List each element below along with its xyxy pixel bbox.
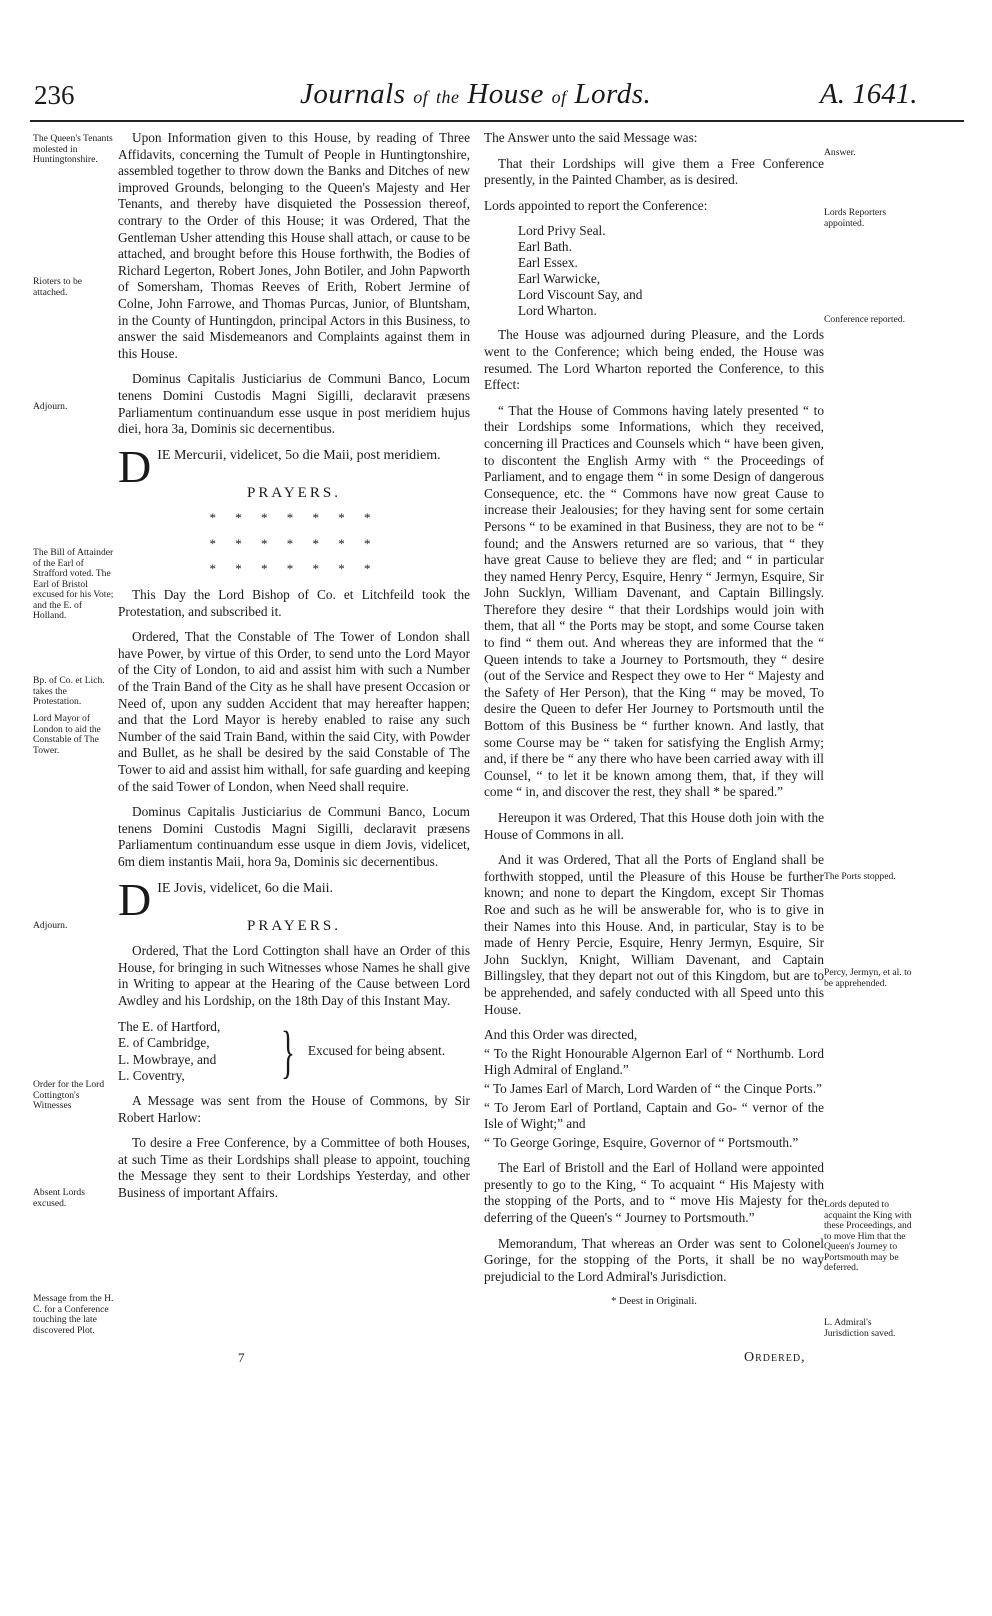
absent-lord: E. of Cambridge, — [118, 1035, 210, 1051]
title-journals: Journals — [300, 78, 406, 110]
lords-reporters-list — [518, 223, 824, 319]
running-title — [300, 78, 651, 111]
margin-note-cottington-witnesses: Order for the Lord Cottington's Witnesses — [33, 1079, 105, 1111]
day-heading-mercurii-text: IE Mercurii, videlicet, 5o die Maii, post meridiem. — [157, 447, 441, 463]
catchword-text: Ordered, — [744, 1350, 806, 1365]
paragraph-tower-order: Ordered, That the Constable of The Tower of London shall have Power, by virtue of this Order, to send unto the Lord Mayor of the City of London, to aid and assist him with such a Number of the Train Band of the City as he shall have present Occasion or Need of, upon any sudden Accident that may hereafter happen; and that the Lord Mayor is hereby enabled to raise any such Number of the said Train Band, within the said City, with Powder and Bullet, as he shall be desired by the said Constable of The Tower to aid and assist him withall, for safe guarding and keeping of the said Tower of London, when Need shall require. — [118, 629, 470, 794]
lord-reporter: Earl Warwicke, — [518, 271, 601, 287]
lord-reporter: Lord Wharton. — [518, 303, 597, 319]
absent-lords-list — [118, 1019, 470, 1085]
paragraph-adjourn-latin-2: Dominus Capitalis Justiciarius de Communi Banco, Locum tenens Domini Custodis Magni Sigilli, declaravit præsens Parliamentum continuandum esse usque in diem Jovis, videlicet, 6m diem instantis Maii, hora 9a, Dominis sic decernentibus. — [118, 804, 470, 869]
paragraph-tumult-huntingtonshire: Upon Information given to this House, by reading of Three Affidavits, concerning the Tumult of People in Huntingtonshire, assembled together to throw down the Banks and Ditches of new improved Grounds, belonging to the Queen's Majesty and Her Tenants, and thereby have disquieted the Possession thereof, contrary to the Order of this House; it was Ordered, That the Gentleman Usher attending this House shall attach, or cause to be attached, and brought before this House forthwith, the Bodies of Richard Legerton, Robert Jones, John Botiler, and John Papworth of Somersham, Thomas Reeves of Erith, Robert Jermine of Colne, John Farrowe, and Thomas Purcas, Junior, of Bluntsham, in the County of Huntingdon, principal Actors in this Business, to answer the said Misdemeanors and Complaints against them in this House. — [118, 130, 470, 361]
title-of: of — [413, 87, 429, 107]
paragraph-message-commons: A Message was sent from the House of Commons, by Sir Robert Harlow: — [118, 1092, 470, 1125]
asterisk-row: * * * * * * * — [209, 510, 379, 526]
margin-note-bishop-protestation: Bp. of Co. et Lich. takes the Protestation. — [33, 675, 105, 707]
absent-lord: L. Coventry, — [118, 1068, 185, 1084]
paragraph-bishop-protestation: This Day the Lord Bishop of Co. et Litchfeild took the Protestation, and subscribed it. — [118, 587, 470, 619]
margin-note-adjourn: Adjourn. — [33, 401, 68, 412]
paragraph-adjourn-latin: Dominus Capitalis Justiciarius de Communi Banco, Locum tenens Domini Custodis Magni Sigilli, declaravit præsens Parliamentum continuandum esse usque in post meridiem hujus diei, hora 3a, Dominis sic decernentibus. — [118, 371, 470, 437]
drop-cap-d: D — [118, 873, 152, 925]
margin-note-conference-reported: Conference reported. — [824, 314, 905, 325]
day-heading-jovis-text: IE Jovis, videlicet, 6o die Maii. — [157, 880, 333, 896]
brace: } — [280, 1018, 295, 1084]
margin-note-lord-mayor: Lord Mayor of London to aid the Constable of The Tower. — [33, 713, 101, 756]
paragraph-lords-to-king: The Earl of Bristoll and the Earl of Holland were appointed presently to go to the King, “ To acquaint “ His Majesty with the stopping of the Ports, and to “ move His Majesty for the deferring of the Queen's “ Journey to Portsmouth.” — [484, 1160, 824, 1226]
absent-lord: L. Mowbraye, and — [118, 1051, 217, 1067]
prayers-heading: PRAYERS. — [247, 917, 341, 934]
title-the: the — [436, 87, 460, 107]
direction-goringe: “ To George Goringe, Esquire, Governor of “ Portsmouth.” — [484, 1134, 799, 1150]
paragraph-order-directed: And this Order was directed, — [484, 1027, 638, 1043]
paragraph-ports-stopped: And it was Ordered, That all the Ports of England shall be forthwith stopped, until the Pleasure of this House be further known; and none to depart the Kingdom, except Sir Thomas Roe and such as he will be answerable for, who is to give in their Names into this House. And, in particular, Stay is to be made of Henry Percie, Esquire, Henry Jermyn, Esquire, Sir John Sucklyn, Knight, William Davenant, and Captain Billingsley, that they depart not out of this Kingdom, but are to be apprehended, and safely conducted with all Speed unto this House. — [484, 852, 824, 1017]
lords-reporters-heading: Lords appointed to report the Conference: — [484, 197, 708, 213]
absent-lord: The E. of Hartford, — [118, 1018, 221, 1034]
margin-note-absent-lords: Absent Lords excused. — [33, 1187, 85, 1209]
margin-note-ports-stopped: The Ports stopped. — [824, 871, 896, 882]
direction-march: “ To James Earl of March, Lord Warden of “ the Cinque Ports.” — [484, 1080, 822, 1096]
absent-lords-label: Excused for being absent. — [307, 1043, 446, 1059]
paragraph-join-commons: Hereupon it was Ordered, That this House doth join with the House of Commons in all. — [484, 810, 824, 842]
margin-note-reporters: Lords Reporters appointed. — [824, 207, 887, 229]
page-number: 236 — [34, 80, 75, 110]
title-house: House — [467, 78, 544, 110]
direction-northumberland: “ To the Right Honourable Algernon Earl of “ Northumb. Lord High Admiral of England.” — [484, 1045, 824, 1078]
lord-reporter: Earl Bath. — [518, 239, 572, 255]
left-column — [118, 130, 470, 1210]
margin-note-adjourn-2: Adjourn. — [33, 920, 68, 931]
day-heading-jovis — [118, 873, 470, 925]
paragraph-answer-intro: The Answer unto the said Message was: — [484, 130, 698, 145]
paragraph-free-conference: To desire a Free Conference, by a Committee of both Houses, at such Time as their Lordships shall please to appoint, touching the Message they sent to their Lordships Yesterday, and other Business of important Affairs. — [118, 1135, 470, 1200]
margin-note-message-commons: Message from the H. C. for a Conference touching the late discovered Plot. — [33, 1293, 114, 1336]
margin-note-rioters: Rioters to be attached. — [33, 276, 83, 298]
header-rule — [30, 120, 964, 122]
lord-reporter: Lord Privy Seal. — [518, 223, 606, 239]
paragraph-memorandum: Memorandum, That whereas an Order was sent to Colonel Goringe, for the stopping of the Ports, it shall be no way prejudicial to the Lord Admiral's Jurisdiction. — [484, 1235, 824, 1284]
prayers-heading: PRAYERS. — [247, 484, 341, 501]
lord-reporter: Lord Viscount Say, and — [518, 287, 643, 303]
margin-note-admiral-jurisdiction: L. Admiral's Jurisdiction saved. — [824, 1317, 896, 1339]
paragraph-answer: That their Lordships will give them a Free Conference presently, in the Painted Chamber, as is desired. — [484, 155, 824, 188]
drop-cap-d: D — [118, 440, 152, 492]
title-lords: Lords. — [574, 78, 652, 110]
title-of-2: of — [551, 87, 567, 107]
margin-note-strafford-bill: The Bill of Attainder of the Earl of Strafford voted. The Earl of Bristol excused for his Vote; and the E. of Holland. — [33, 547, 114, 621]
margin-note-answer: Answer. — [824, 147, 856, 158]
footnote-deest: * Deest in Originali. — [611, 1296, 697, 1308]
signature-mark: 7 — [238, 1350, 245, 1365]
paragraph-cottington-order: Ordered, That the Lord Cottington shall have an Order of this House, for bringing in such Witnesses whose Names he shall give in Writing to appear at the Hearing of the Cause between Lord Awdley and his Lordship, on the 18th Day of this Instant May. — [118, 943, 470, 1008]
margin-note-queens-tenants: The Queen's Tenants molested in Huntingtonshire. — [33, 133, 113, 165]
lord-reporter: Earl Essex. — [518, 255, 578, 271]
margin-note-percy-apprehended: Percy, Jermyn, et al. to be apprehended. — [824, 967, 912, 989]
day-heading-mercurii — [118, 440, 470, 492]
asterisk-row: * * * * * * * — [209, 561, 379, 577]
paragraph-conference-report: “ That the House of Commons having lately presented “ to their Lordships some Informations, which they received, concerning ill Practices and Counsels which “ have been given, to discontent the English Army with “ the Proceedings of Parliament, and to engage them “ in some Design of dangerous Consequence, etc. the “ Commons have now great Cause to increase their Jealousies; for they having sent for some certain Persons “ to be examined in that Business, they are not to be “ found; and the Answers returned are so various, that “ they have great Cause to believe they are fled; and “ in particular they named Henry Percy, Esquire, Henry “ Jermyn, Esquire, Sir John Sucklyn, William Davenant, and Captain Billingsly. Therefore they desire “ that their Lordships would join with them, that all “ the Ports may be stopt, and some Course taken to find “ them out. And whereas they are informed that the “ Queen intends to take a Journey to Portsmouth, they “ desire (out of the Service and Respect they owe to Her “ Majesty and the Safety of Her Person), that the King “ may be moved, To desire the Queen to defer Her Journey to Portsmouth until the Bottom of this Business be “ further known. And lastly, that some Course may be “ taken for satisfying the English Army; and, if there be “ any there who have been carried away with ill Counsel, “ to let it be known among them, that, if they will come “ in, and discover the rest, they shall * be spared.” — [484, 402, 824, 800]
paragraph-conference-report-intro: The House was adjourned during Pleasure, and the Lords went to the Conference; which being ended, the House was resumed. The Lord Wharton reported the Conference, to this Effect: — [484, 327, 824, 393]
year: A. 1641. — [820, 78, 918, 110]
margin-note-lords-deputed: Lords deputed to acquaint the King with these Proceedings, and to move Him that the Queen's Journey to Portsmouth may be deferred. — [824, 1199, 912, 1273]
absent-lords-names — [118, 1019, 268, 1085]
asterisk-row: * * * * * * * — [209, 535, 379, 551]
right-column — [484, 130, 824, 1320]
direction-portland: “ To Jerom Earl of Portland, Captain and Go- “ vernor of the Isle of Wight;” and — [484, 1099, 824, 1132]
catchword — [744, 1350, 806, 1366]
